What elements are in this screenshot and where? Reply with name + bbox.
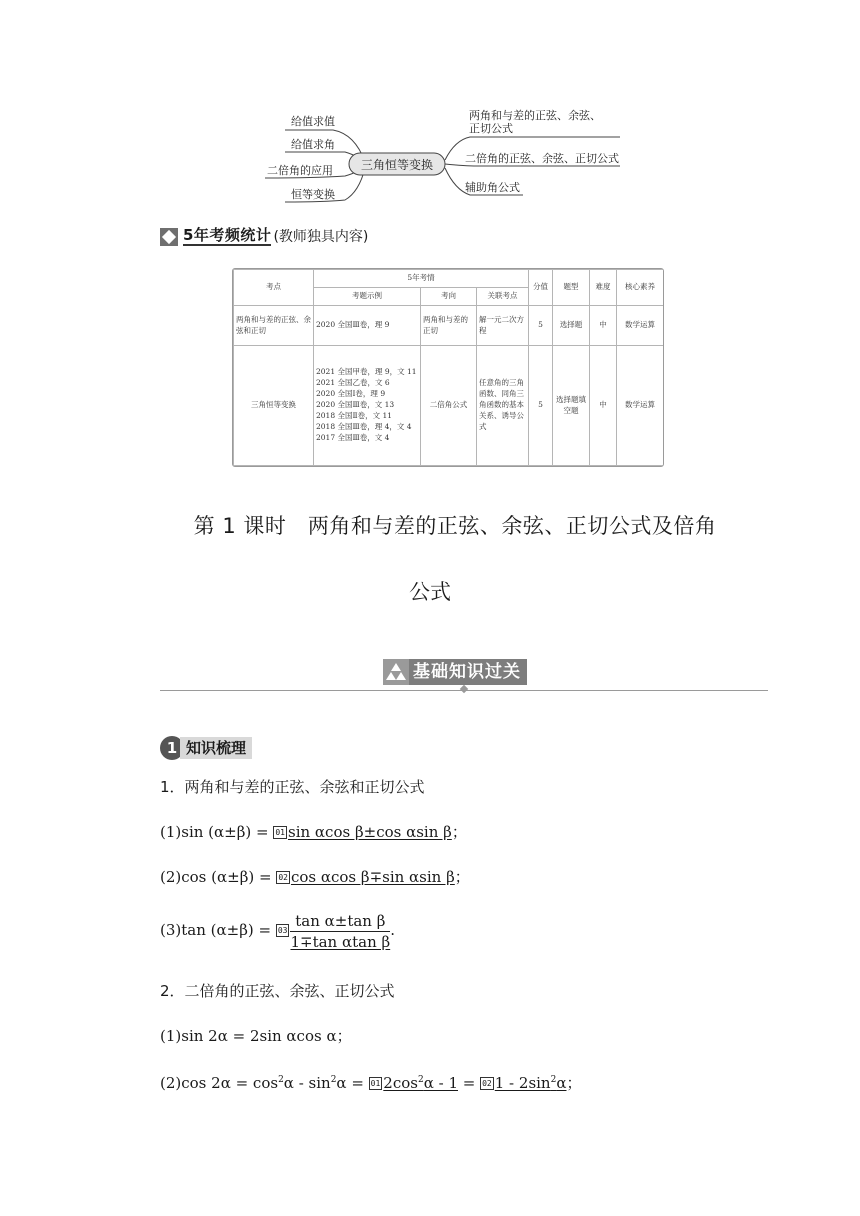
answer-marker: 02 [482, 1079, 492, 1088]
cell-examples [314, 306, 421, 346]
lesson-title-continued: 公式 [409, 580, 451, 604]
formula-end: . [390, 921, 395, 939]
formula-end: ； [454, 868, 470, 886]
banner-divider-dot [460, 685, 468, 693]
table-row [234, 306, 664, 346]
cell-tixing: 选择题 [553, 306, 590, 346]
formula-part: α - sin [283, 1074, 331, 1092]
lesson-title: 第 1 课时 两角和与差的正弦、余弦、正切公式及倍角 [193, 514, 717, 538]
formula-lhs: (2)cos 2α = cos [160, 1074, 279, 1092]
fraction-numerator: tan α±tan β [290, 911, 390, 932]
knowledge-number-badge: 1 [160, 736, 184, 760]
knowledge-label: 知识梳理 [180, 737, 252, 759]
cell-kaoxiang: 两角和与差的正切 [421, 306, 477, 346]
mind-map [255, 100, 635, 212]
formula-part: α = [336, 1074, 369, 1092]
superscript: 2 [278, 1075, 284, 1085]
formula-tan-sum [160, 910, 395, 952]
mindmap-right-1b: 正切公式 [469, 122, 513, 135]
formula-lhs: (3)tan (α±β) = [160, 921, 276, 939]
mindmap-right-2: 二倍角的正弦、余弦、正切公式 [465, 152, 619, 165]
heading-sum-diff-formulas: 1．两角和与差的正弦、余弦和正切公式 [160, 778, 425, 796]
example-item: 2020 全国Ⅰ卷，理 9 [316, 389, 386, 399]
formula-answer [495, 1074, 567, 1092]
cell-nandu: 中 [590, 346, 617, 466]
header-wunian: 5年考情 [314, 270, 529, 288]
cell-kaodian: 三角恒等变换 [234, 346, 314, 466]
formula-lhs: (1)sin (α±β) = [160, 823, 274, 841]
formula-answer: sin αcos β±cos αsin β [288, 823, 452, 841]
table-row [234, 346, 664, 466]
cell-guanlian: 任意角的三角函数、同角三角函数的基本关系、诱导公式 [477, 346, 529, 466]
diamond-icon [160, 228, 178, 246]
cell-fenzhi: 5 [529, 306, 553, 346]
knowledge-heading [160, 736, 252, 760]
cell-guanlian: 解一元二次方程 [477, 306, 529, 346]
mindmap-right-1a: 两角和与差的正弦、余弦、 [469, 109, 601, 122]
example-item: 2018 全国Ⅱ卷，文 11 [316, 410, 392, 420]
cell-nandu: 中 [590, 306, 617, 346]
triangles-icon [383, 659, 409, 685]
cell-kaoxiang: 二倍角公式 [421, 346, 477, 466]
formula-end: ； [566, 1074, 582, 1092]
answer-marker: 01 [275, 828, 285, 837]
formula-part: = [458, 1074, 481, 1092]
heading-double-angle: 2．二倍角的正弦、余弦、正切公式 [160, 982, 395, 1000]
stats-subtitle: (教师独具内容) [273, 229, 369, 245]
example-item: 2020 全国Ⅲ卷，文 13 [316, 400, 395, 410]
example-item: 2021 全国甲卷，理 9，文 11 [316, 367, 417, 377]
superscript: 2 [417, 1075, 424, 1085]
cell-suyang: 数学运算 [617, 346, 664, 466]
cell-fenzhi: 5 [529, 346, 553, 466]
header-guanlian: 关联考点 [477, 288, 529, 306]
fraction-denominator: 1∓tan αtan β [290, 932, 391, 951]
formula-cos-double [160, 1069, 582, 1094]
cell-tixing: 选择题填空题 [553, 346, 590, 466]
answer-part: 2cos [383, 1074, 418, 1092]
cell-examples [314, 346, 421, 466]
formula-answer [383, 1074, 458, 1092]
example-item: 2021 全国乙卷，文 6 [316, 378, 390, 388]
mindmap-left-3: 二倍角的应用 [267, 164, 333, 177]
header-kaodian: 考点 [234, 270, 314, 306]
example-item: 2017 全国Ⅲ卷，文 4 [316, 432, 390, 442]
cell-kaodian: 两角和与差的正弦、余弦和正切 [234, 306, 314, 346]
formula-sin-double: (1)sin 2α = 2sin αcos α； [160, 1027, 352, 1045]
header-suyang: 核心素养 [617, 270, 664, 306]
superscript: 2 [550, 1075, 557, 1085]
section-banner-label: 基础知识过关 [409, 659, 527, 685]
section-banner [383, 659, 527, 685]
example-item: 2020 全国Ⅲ卷，理 9 [316, 320, 390, 330]
formula-lhs: (2)cos (α±β) = [160, 868, 277, 886]
mindmap-left-1: 给值求值 [291, 115, 335, 128]
answer-part: α [556, 1074, 567, 1092]
answer-marker: 02 [278, 873, 288, 882]
formula-end: ； [451, 823, 467, 841]
header-kaoxiang: 考向 [421, 288, 477, 306]
answer-part: 1 - 2sin [494, 1074, 551, 1092]
stats-title: 5年考频统计 [183, 226, 272, 244]
mindmap-left-4: 恒等变换 [291, 188, 335, 201]
formula-answer: cos αcos β∓sin αsin β [290, 868, 455, 886]
stats-table [233, 269, 664, 466]
answer-marker: 01 [370, 1079, 381, 1088]
cell-suyang: 数学运算 [617, 306, 664, 346]
formula-sin-sum [160, 821, 467, 843]
superscript: 2 [330, 1075, 337, 1085]
stats-heading [160, 224, 368, 246]
formula-cos-sum [160, 866, 470, 888]
mindmap-left-2: 给值求角 [291, 138, 335, 151]
example-item: 2018 全国Ⅲ卷，理 4，文 4 [316, 421, 412, 431]
mindmap-center: 三角恒等变换 [360, 158, 434, 172]
header-tixing: 题型 [553, 270, 590, 306]
stats-table-container [232, 268, 664, 467]
answer-marker: 03 [277, 926, 288, 935]
header-fenzhi: 分值 [529, 270, 553, 306]
answer-part: α - 1 [423, 1074, 458, 1092]
mindmap-right-3: 辅助角公式 [465, 181, 520, 194]
formula-fraction [290, 911, 390, 952]
header-example: 考题示例 [314, 288, 421, 306]
header-nandu: 难度 [590, 270, 617, 306]
